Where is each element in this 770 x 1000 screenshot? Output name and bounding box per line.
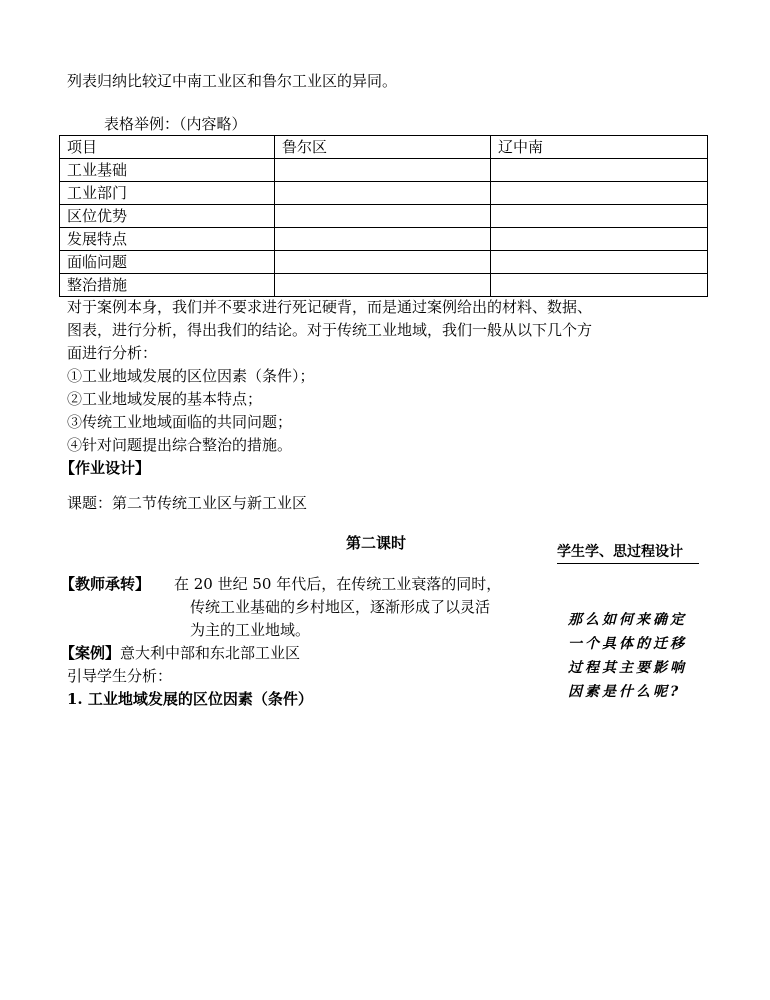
table-cell: [275, 228, 491, 251]
table-cell: [275, 159, 491, 182]
table-row: [60, 274, 708, 297]
table-cell: [275, 251, 491, 274]
case-text: 意大利中部和东北部工业区: [120, 644, 301, 662]
table-header-cell: 项目: [60, 136, 275, 159]
analysis-point: ③传统工业地域面临的共同问题；: [67, 413, 293, 431]
table-header-cell: 辽中南: [491, 136, 708, 159]
case-line: [60, 642, 300, 665]
sidebar-title: 学生学、思过程设计: [557, 541, 699, 564]
table-row: [60, 159, 708, 182]
handwritten-note-line: 一个具体的迁移: [568, 636, 687, 652]
table-cell: [275, 205, 491, 228]
handwritten-note-line: 过程其主要影响: [568, 660, 687, 676]
table-cell: [491, 251, 708, 274]
table-cell: 面临问题: [60, 251, 275, 274]
table-row: [60, 251, 708, 274]
analysis-point: ④针对问题提出综合整治的措施。: [67, 436, 293, 454]
table-row: [60, 228, 708, 251]
teacher-transition-label: 【教师承转】: [60, 575, 151, 593]
comparison-table: [59, 135, 708, 297]
table-cell: 区位优势: [60, 205, 275, 228]
homework-heading: 【作业设计】: [60, 459, 151, 477]
period-title: 第二课时: [346, 534, 407, 552]
lesson-title: 课题：第二节传统工业区与新工业区: [67, 494, 308, 512]
table-cell: 工业基础: [60, 159, 275, 182]
handwritten-note: [568, 608, 718, 704]
analysis-point: ②工业地域发展的基本特点；: [67, 390, 263, 408]
table-header-row: [60, 136, 708, 159]
point-1: 1. 工业地域发展的区位因素（条件）: [67, 690, 313, 708]
teacher-transition-line: 在 20 世纪 50 年代后，在传统工业衰落的同时，: [174, 575, 502, 593]
table-row: [60, 182, 708, 205]
handwritten-note-line: 因素是什么呢?: [568, 684, 682, 700]
table-cell: [491, 159, 708, 182]
table-cell: 工业部门: [60, 182, 275, 205]
table-header-cell: 鲁尔区: [275, 136, 491, 159]
table-caption: 表格举例：（内容略）: [104, 115, 247, 133]
table-cell: [491, 182, 708, 205]
table-cell: [275, 274, 491, 297]
teacher-transition-line: 传统工业基础的乡村地区，逐渐形成了以灵活: [190, 598, 491, 616]
teacher-transition-clip: [174, 573, 558, 643]
table-cell: 发展特点: [60, 228, 275, 251]
table-cell: [275, 182, 491, 205]
table-cell: 整治措施: [60, 274, 275, 297]
paragraph-line: 图表，进行分析，得出我们的结论。对于传统工业地域，我们一般从以下几个方: [67, 321, 593, 339]
handwritten-note-line: 那么如何来确定: [568, 612, 687, 628]
teacher-transition-line: 为主的工业地域。: [190, 621, 311, 639]
table-cell: [491, 274, 708, 297]
table-row: [60, 205, 708, 228]
paragraph-line: 面进行分析：: [67, 344, 158, 362]
paragraph-line: 对于案例本身，我们并不要求进行死记硬背，而是通过案例给出的材料、数据、: [67, 298, 593, 316]
case-label: 【案例】: [60, 644, 121, 662]
table-cell: [491, 228, 708, 251]
guide-line: 引导学生分析：: [67, 667, 173, 685]
table-cell: [491, 205, 708, 228]
analysis-point: ①工业地域发展的区位因素（条件）；: [67, 367, 315, 385]
intro-line: 列表归纳比较辽中南工业区和鲁尔工业区的异同。: [67, 72, 398, 90]
